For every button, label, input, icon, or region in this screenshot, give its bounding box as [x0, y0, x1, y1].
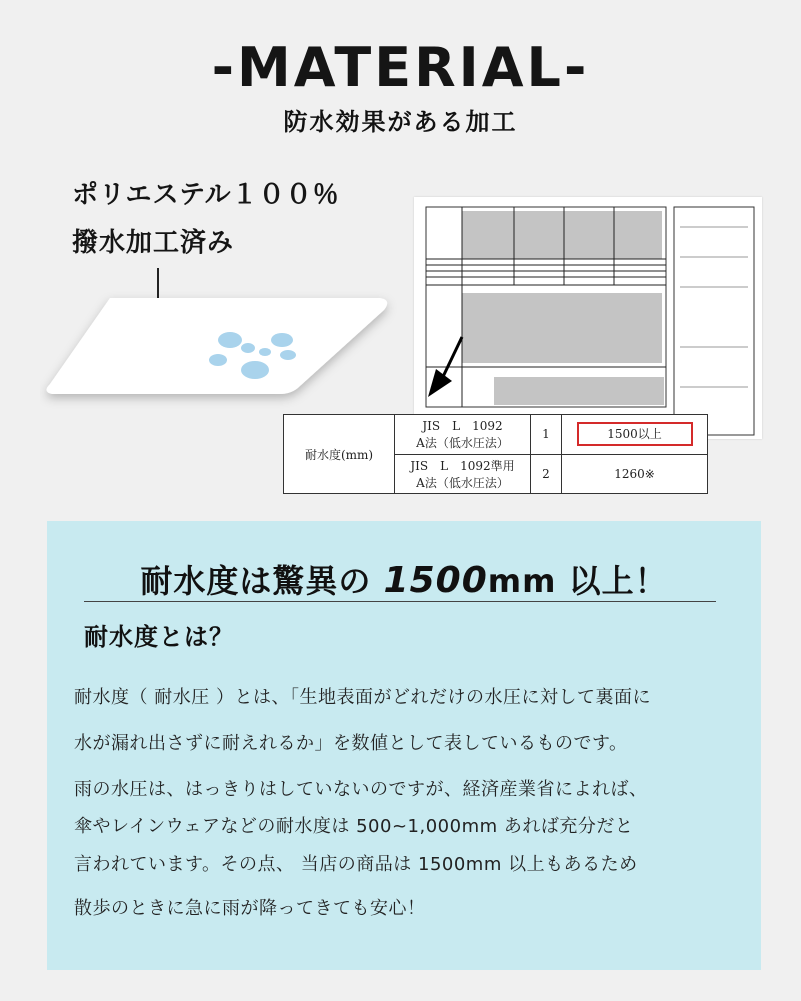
body-text-line: 傘やレインウェアなどの耐水度は 500~1,000mm あれば充分だと — [74, 816, 634, 837]
fabric-sheet — [46, 298, 387, 394]
body-text-line: 雨の水圧は、はっきりはしていないのですが、経済産業省によれば、 — [74, 779, 648, 800]
table-cell-method: JIS L 1092 A法（低水圧法） — [395, 415, 531, 455]
table-cell-result: 1260※ — [562, 454, 708, 494]
page-subheading: 防水効果がある加工 — [283, 108, 518, 136]
feature-material: ポリエステル１００％ — [72, 180, 340, 210]
feature-water-repellent: 撥水加工済み — [72, 228, 235, 258]
page-heading: -MATERIAL- — [211, 36, 590, 99]
body-text-line: 言われています。その点、 当店の商品は 1500mm 以上もあるため — [74, 854, 638, 875]
panel-subtitle: 耐水度とは？ — [84, 623, 234, 651]
panel-title: 耐水度は驚異の 1500mm 以上！ — [140, 560, 668, 601]
test-report-scan — [414, 197, 762, 439]
fabric-illustration — [40, 290, 400, 410]
table-cell-no: 1 — [531, 415, 562, 455]
table-cell-no: 2 — [531, 454, 562, 494]
table-cell-result — [562, 415, 708, 455]
body-text-line: 水が漏れ出さずに耐えれるか」を数値として表しているものです。 — [74, 733, 628, 754]
table-row — [284, 415, 708, 455]
body-text-line: 散歩のときに急に雨が降ってきても安心！ — [74, 898, 426, 919]
divider — [84, 601, 716, 602]
test-report-document — [414, 197, 762, 439]
highlighted-result: 1500以上 — [577, 422, 693, 446]
table-cell-method: JIS L 1092準用 A法（低水圧法） — [395, 454, 531, 494]
body-text-line: 耐水度（ 耐水圧 ）とは、「生地表面がどれだけの水圧に対して裏面に — [74, 687, 651, 708]
explanation-panel — [47, 521, 761, 970]
water-resistance-table — [283, 414, 708, 494]
table-row-label: 耐水度(mm) — [284, 415, 395, 494]
highlight-number: 1500 — [383, 560, 488, 601]
